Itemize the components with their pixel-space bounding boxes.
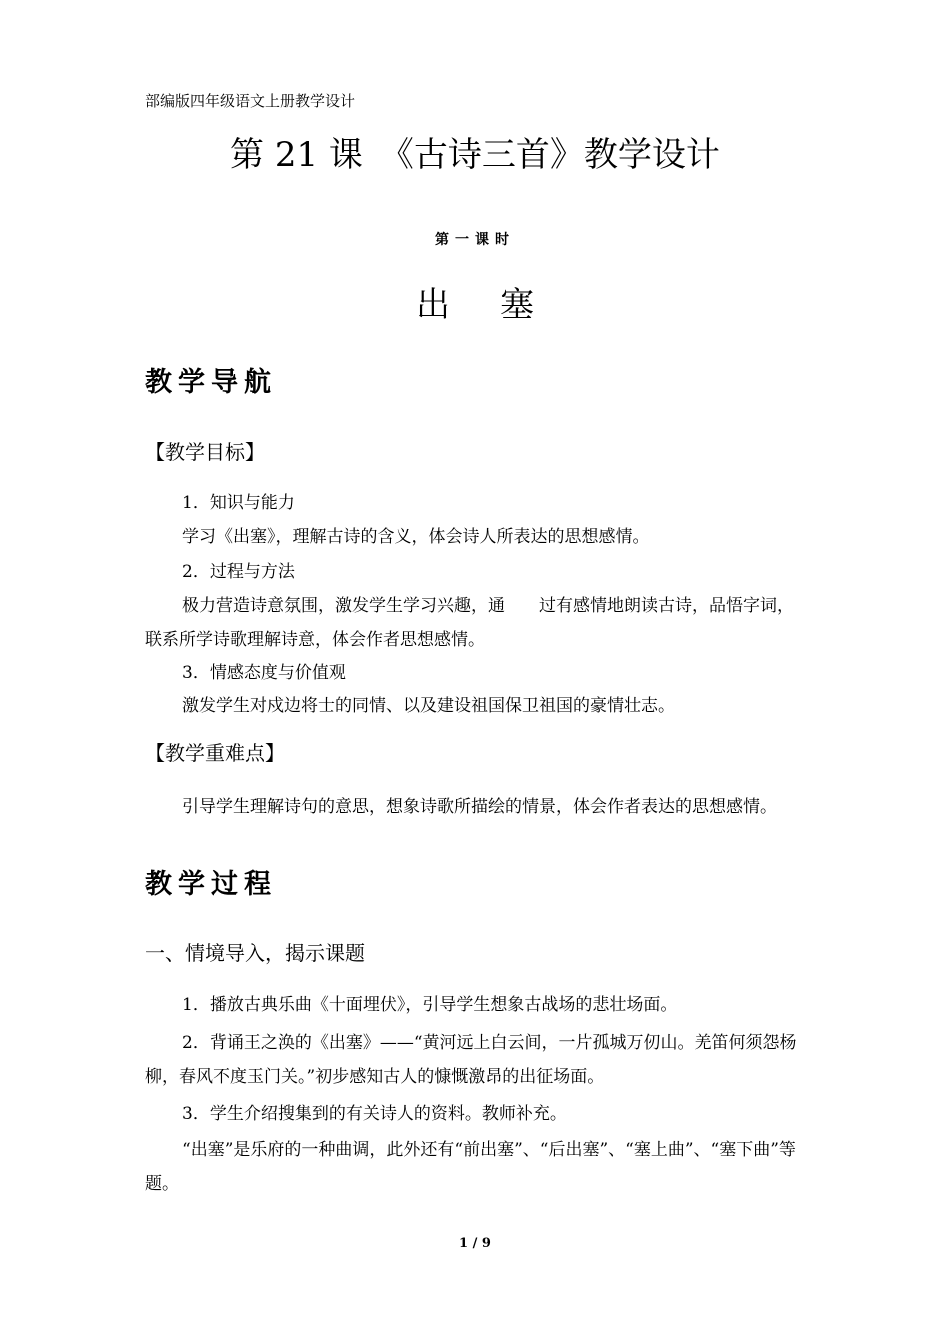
goal1-title: 1．知识与能力 [182,493,295,513]
process-item-2: 2．背诵王之涣的《出塞》——“黄河远上白云间，一片孤城万仞山。羌笛何须怨杨柳，春风不度玉门关。”初步感知古人的慷慨激昂的出征场面。 [145,1033,797,1087]
goals-heading: 【教学目标】 [145,440,265,464]
lesson-label: 第一课时 [435,232,515,248]
process-item-1: 1．播放古典乐曲《十面埋伏》，引导学生想象古战场的悲壮场面。 [182,995,678,1015]
process-item-4: “出塞”是乐府的一种曲调，此外还有“前出塞”、“后出塞”、“塞上曲”、“塞下曲”等题。 [145,1140,796,1194]
goal2-text: 极力营造诗意氛围，激发学生学习兴趣，通 过有感情地朗读古诗，品悟字词，联系所学诗歌理解诗意，体会作者思想感情。 [145,596,794,650]
document-title: 第 21 课 《古诗三首》教学设计 [230,135,720,175]
key-points-text: 引导学生理解诗句的意思，想象诗歌所描绘的情景，体会作者表达的思想感情。 [182,797,777,817]
goal2-title: 2．过程与方法 [182,562,295,582]
step-one-heading: 一、情境导入，揭示课题 [145,941,365,965]
poem-title: 出塞 [416,285,584,325]
section-heading-navigation: 教学导航 [145,367,277,398]
goal1-text: 学习《出塞》，理解古诗的含义，体会诗人所表达的思想感情。 [182,527,650,547]
process-item-3: 3．学生介绍搜集到的有关诗人的资料。教师补充。 [182,1104,567,1124]
page-number: 1 / 9 [459,1236,491,1251]
document-header: 部编版四年级语文上册教学设计 [145,92,356,110]
goal3-text: 激发学生对戍边将士的同情、以及建设祖国保卫祖国的豪情壮志。 [182,696,675,716]
section-heading-process: 教学过程 [145,869,277,900]
key-points-heading: 【教学重难点】 [145,741,285,765]
goal3-title: 3．情感态度与价值观 [182,663,346,683]
